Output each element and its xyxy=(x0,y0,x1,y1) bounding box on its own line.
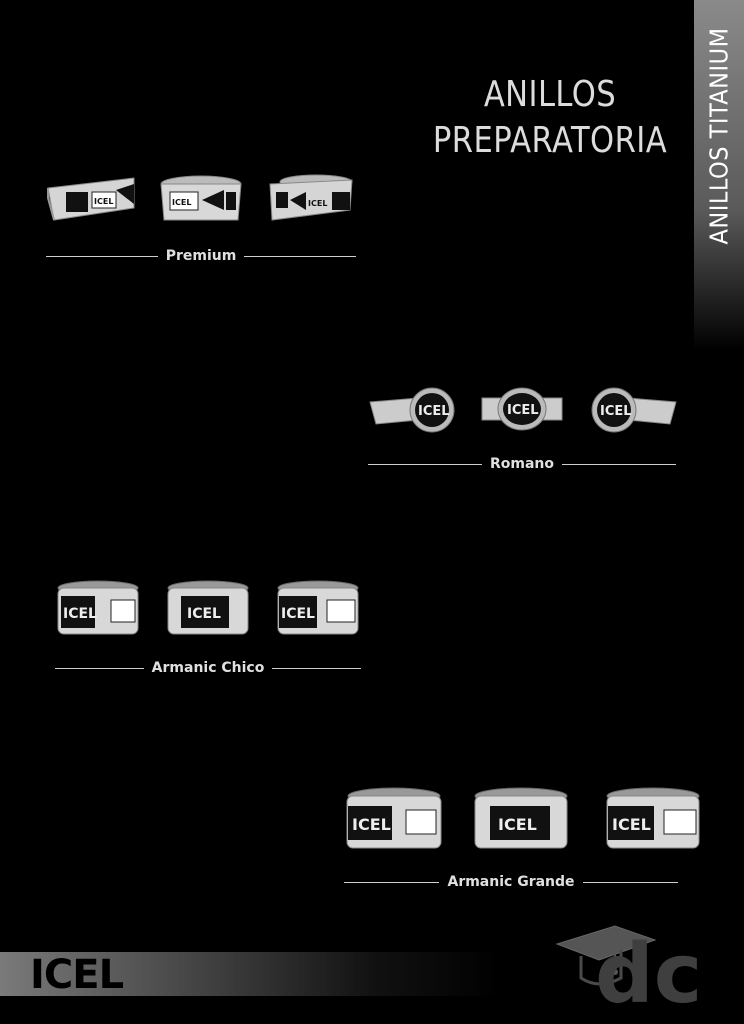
ring-image xyxy=(275,578,361,642)
section-armanic-chico xyxy=(55,578,361,682)
section-label: Romano xyxy=(489,456,555,472)
dc-logo xyxy=(555,900,715,1010)
ring-text: ICEL xyxy=(352,815,391,834)
section-armanic-grande xyxy=(344,786,678,894)
ring-image xyxy=(46,170,138,228)
caption-romano xyxy=(368,456,676,472)
ring-image xyxy=(368,380,458,436)
section-premium xyxy=(46,170,356,270)
ring-text: ICEL xyxy=(418,404,450,419)
ring-text: ICEL xyxy=(187,606,221,622)
ring-image xyxy=(55,578,141,642)
ring-image xyxy=(588,380,678,436)
ring-image xyxy=(344,786,444,856)
ring-image xyxy=(480,380,564,436)
ring-image xyxy=(604,786,702,856)
caption-premium xyxy=(46,248,356,264)
section-romano xyxy=(368,380,676,480)
side-tab xyxy=(694,0,744,350)
section-label: Armanic Grande xyxy=(447,874,575,890)
caption-armanic-chico xyxy=(55,660,361,676)
ring-image xyxy=(266,170,358,228)
section-label: Premium xyxy=(165,248,237,264)
icel-logo: ICEL xyxy=(30,952,124,998)
section-label: Armanic Chico xyxy=(151,660,265,676)
ring-text: ICEL xyxy=(94,197,114,206)
ring-text: ICEL xyxy=(507,403,539,418)
title-line-1: ANILLOS xyxy=(483,74,617,115)
caption-armanic-grande xyxy=(344,874,678,890)
ring-text: ICEL xyxy=(612,815,651,834)
ring-text: ICEL xyxy=(281,606,315,622)
title-line-2: PREPARATORIA xyxy=(432,120,668,161)
ring-text: ICEL xyxy=(63,606,97,622)
ring-text: ICEL xyxy=(498,815,537,834)
dc-logo-text: dc xyxy=(595,927,703,1010)
ring-text: ICEL xyxy=(172,198,192,207)
ring-image xyxy=(158,170,244,228)
ring-image xyxy=(472,786,570,856)
ring-image xyxy=(165,578,251,642)
ring-text: ICEL xyxy=(600,404,632,419)
side-tab-label: ANILLOS TITANIUM xyxy=(704,27,734,245)
page-title xyxy=(423,72,678,164)
ring-text: ICEL xyxy=(308,199,328,208)
